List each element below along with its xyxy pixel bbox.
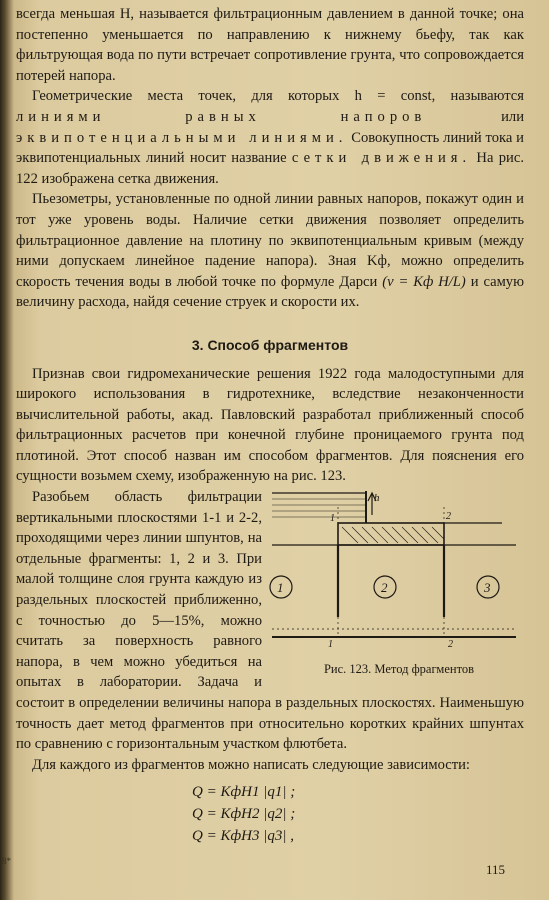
plane-1-bottom-label: 1 <box>328 639 333 651</box>
spaced-term: сетки движения. <box>291 150 472 167</box>
section-heading: 3. Способ фрагментов <box>191 336 349 353</box>
equation-3: Q = KфH3 |q3| , <box>192 828 294 845</box>
plane-1-top-label: 1 <box>330 513 335 525</box>
fragment-3-label: 3 <box>484 580 491 596</box>
fragment-2-label: 2 <box>381 580 388 596</box>
paragraph-5: Разобьем область фильтрации вертикальными плоскостями 1-1 и 2-2, проходящими через линии шпунтов, на отдельные фрагменты: 1, 2 и 3. При малой толщине слоя грунта каждую из раздельных плоскостей приближенно, с точностью до 5—15%, можно считать за поверхность равного напора, в чем можно убедиться на опытах в лаборатории. Задача и состоит в определении величины напора в раздельных плоскостях. Наименьшую точность дает метод фрагментов при относительно коротких крайних шпунтах по сравнению с горизонтальным участком флютбета. <box>16 489 524 753</box>
figure-caption: Рис. 123. Метод фрагментов <box>323 662 475 677</box>
spaced-term: линиями равных напоров <box>16 108 427 125</box>
text-run: или <box>426 108 524 125</box>
level-label: h <box>374 492 380 505</box>
text-run: Совокупность линий тока и эквипотенциальных линий носит название <box>16 129 524 167</box>
paragraph-2 <box>16 86 524 189</box>
paragraph-3 <box>16 189 524 313</box>
text-run: Пьезометры, установленные по одной линии равных напоров, покажут один и тот уже уровень воды. Наличие сетки движения позволяет определить фильтрационное давление на плотину по эквипотенциальным кривым (между ними допускаем линейное падение напора). Зная Kф, можно определить скорость течения воды в любой точке по формуле Дарси <box>16 191 524 290</box>
figure-123 <box>262 487 524 687</box>
text-run: и самую величину расхода, найдя сечение струек и скорости их. <box>16 273 525 311</box>
equations-block <box>16 781 524 847</box>
text-run: Геометрические места точек, для которых h = const, называются <box>32 88 524 105</box>
page-text <box>16 4 524 847</box>
page-number: 115 <box>486 862 506 877</box>
paragraph-6: Для каждого из фрагментов можно написать следующие зависимости: <box>32 756 470 773</box>
paragraph-4: Признав свои гидромеханические решения 1922 года малодоступными для широкого использования в гидротехнике, вследствие незаконченности вычислительной работы, акад. Павловский разработал приближенный способ фильтрационных расчетов при конечной глубине проницаемого грунта под плотиной. Этот способ назван им способом фрагментов. Для пояснения его сущности возьмем схему, изображенную на рис. 123. <box>16 365 524 485</box>
equation-1: Q = KфH1 |q1| ; <box>192 784 296 801</box>
fragment-1-label: 1 <box>277 580 284 596</box>
plane-2-top-label: 2 <box>446 511 451 523</box>
spaced-term: эквипотенциальными линиями. <box>16 129 348 146</box>
signature-mark: 8* <box>2 856 11 866</box>
equation-2: Q = KфH2 |q2| ; <box>192 806 296 823</box>
text-run: На рис. 122 изображена сетка движения. <box>16 150 524 187</box>
darcy-formula: (v = Kф H/L) <box>382 273 466 290</box>
fragments-diagram <box>262 487 524 657</box>
paragraph-1: всегда меньшая H, называется фильтрационным давлением в данной точке; она постепенно уменьшается по направлению к нижнему бьефу, так как фильтрующая вода по пути встречает сопротивление грунта, что сопровождается потерей напора. <box>16 6 524 84</box>
plane-2-bottom-label: 2 <box>448 639 453 651</box>
